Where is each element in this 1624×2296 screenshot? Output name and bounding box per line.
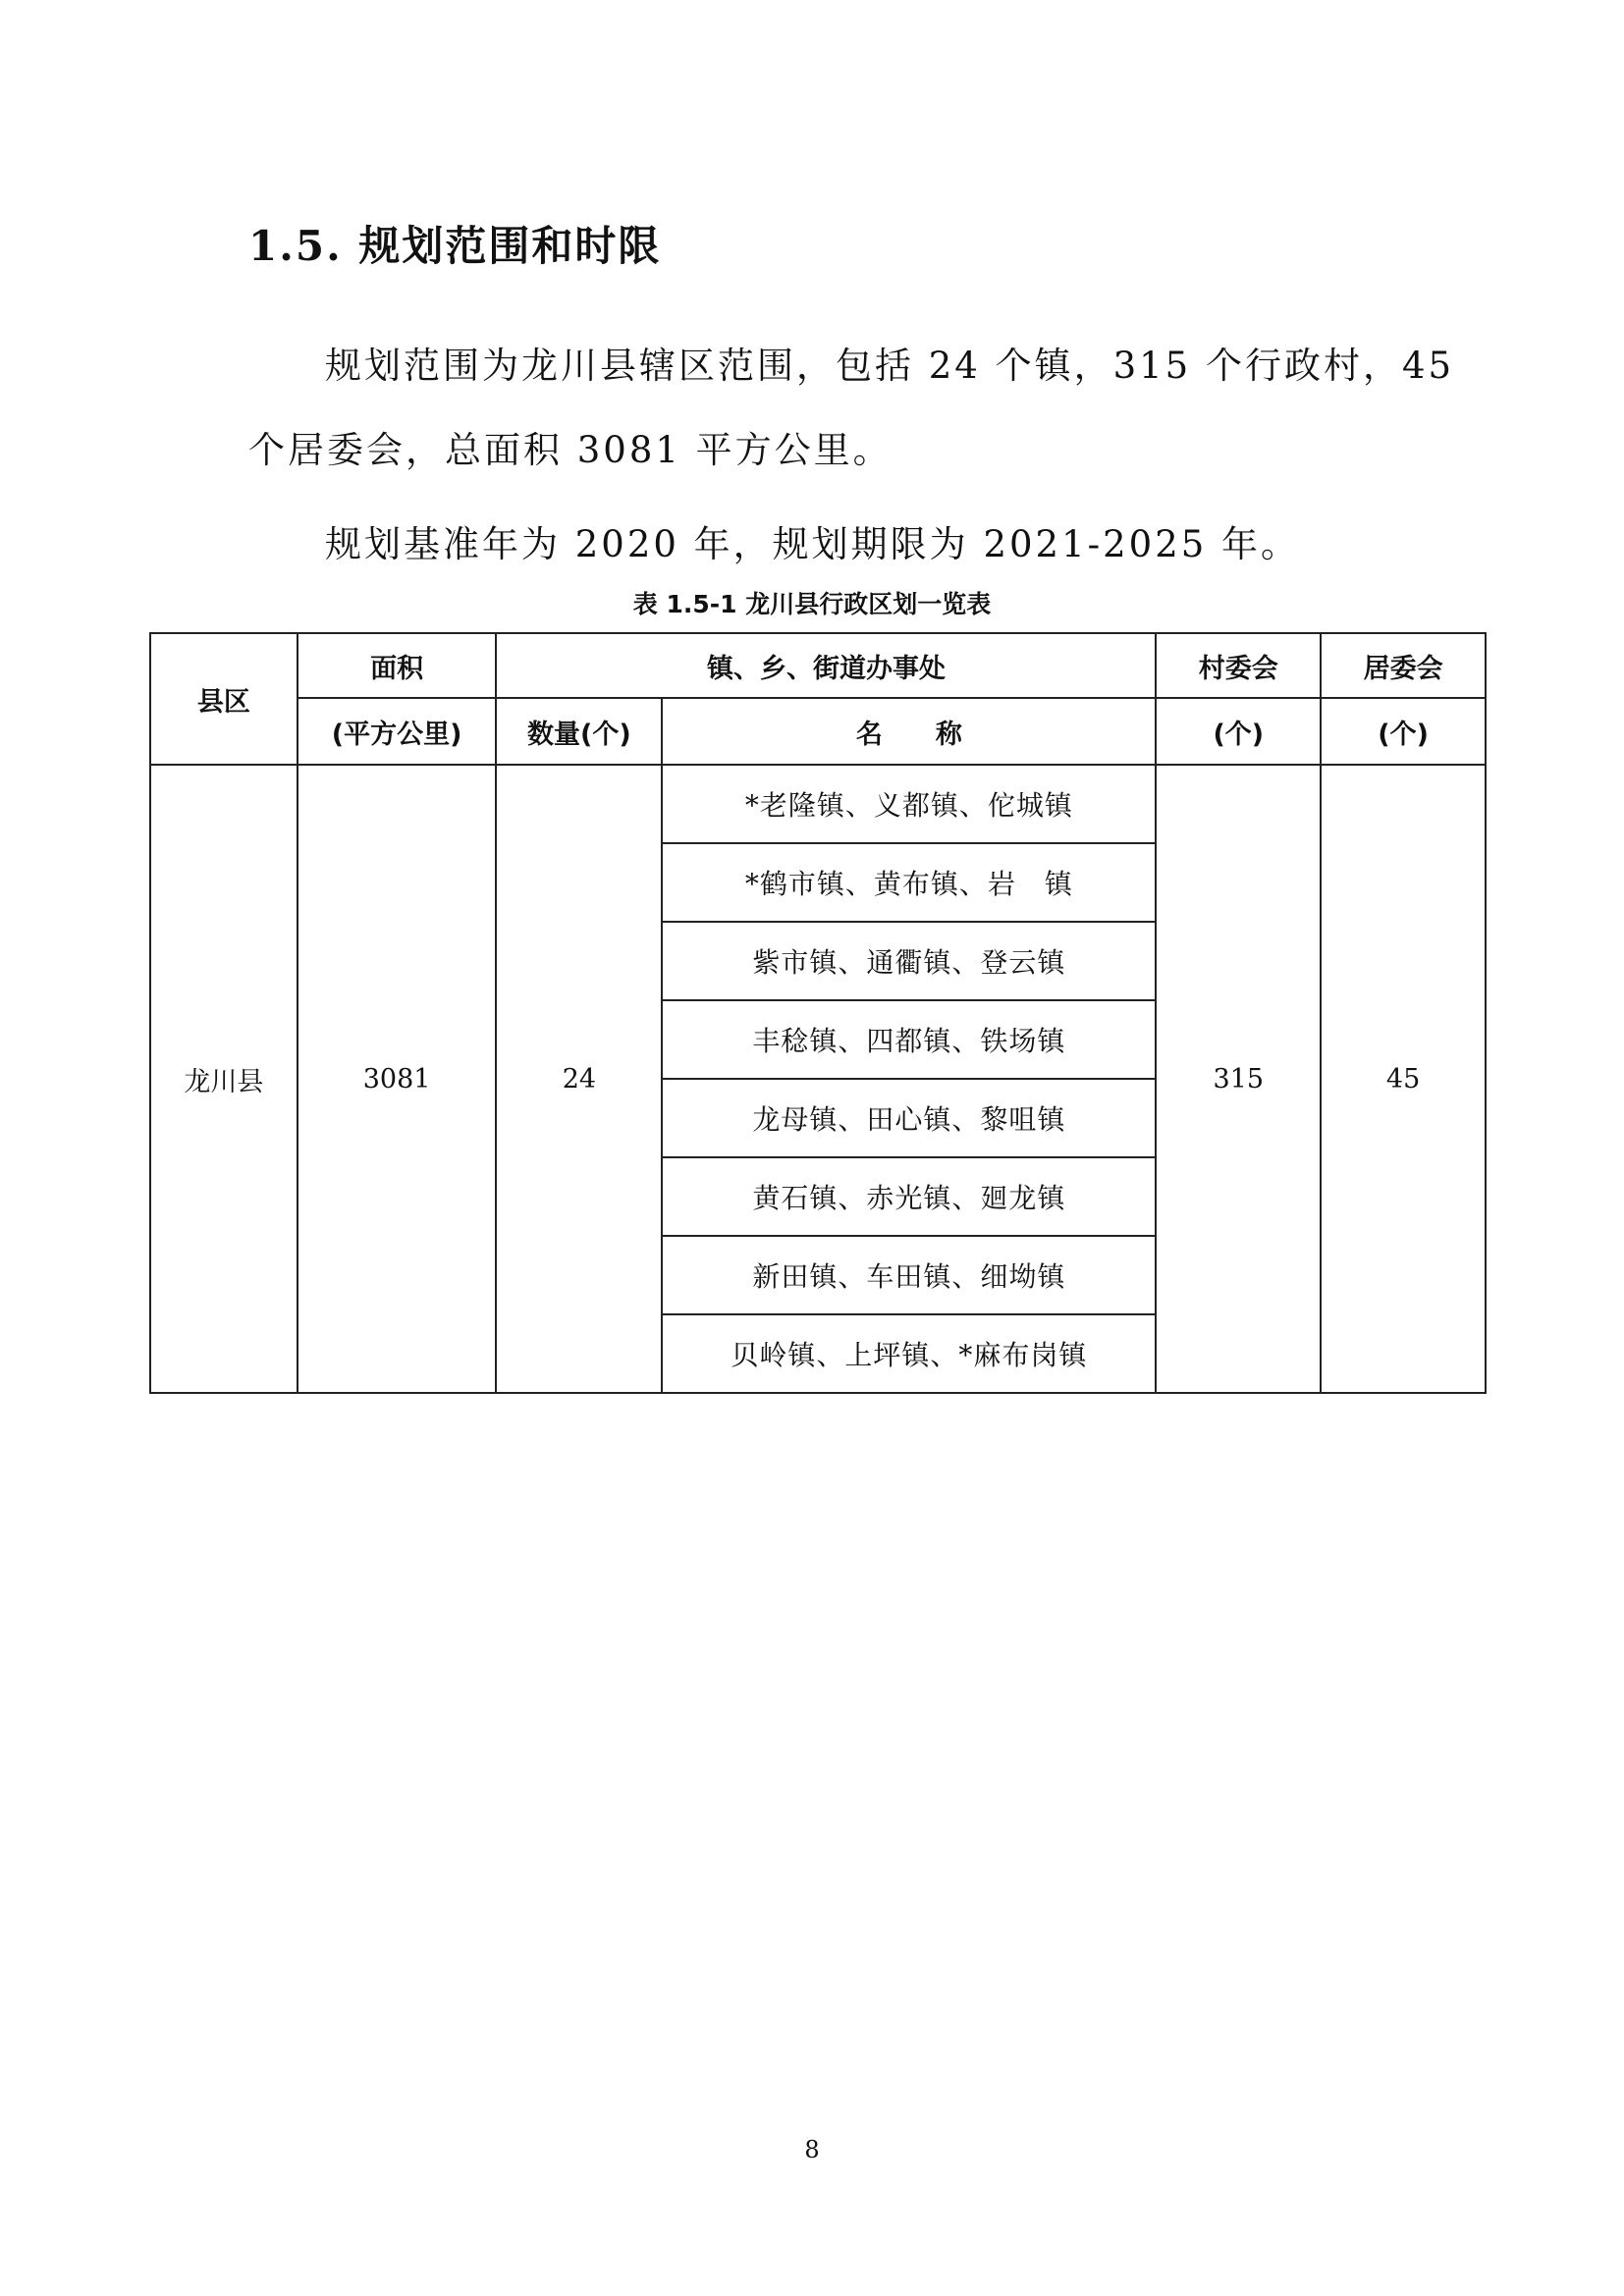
cell-county: 龙川县 xyxy=(150,765,298,1393)
cell-town-names: *鹤市镇、黄布镇、岩 镇 xyxy=(662,843,1156,922)
cell-town-names: *老隆镇、义都镇、佗城镇 xyxy=(662,765,1156,843)
paragraph-period: 规划基准年为 2020 年，规划期限为 2021-2025 年。 xyxy=(325,523,1301,565)
cell-count: 24 xyxy=(496,765,662,1393)
cell-area: 3081 xyxy=(298,765,497,1393)
header-names: 名 称 xyxy=(662,698,1156,765)
table-row xyxy=(150,765,1486,843)
header-residents-unit: (个) xyxy=(1321,698,1486,765)
cell-town-names: 新田镇、车田镇、细坳镇 xyxy=(662,1236,1156,1314)
table-caption: 表 1.5-1 龙川县行政区划一览表 xyxy=(632,590,992,618)
header-villages-unit: (个) xyxy=(1156,698,1321,765)
cell-villages: 315 xyxy=(1156,765,1321,1393)
cell-town-names: 丰稔镇、四都镇、铁场镇 xyxy=(662,1000,1156,1079)
cell-residents: 45 xyxy=(1321,765,1486,1393)
header-row xyxy=(150,698,1486,765)
cell-town-names: 贝岭镇、上坪镇、*麻布岗镇 xyxy=(662,1314,1156,1393)
header-area: 面积 xyxy=(298,633,497,698)
paragraph-scope-cont: 个居委会，总面积 3081 平方公里。 xyxy=(248,429,893,471)
cell-town-names: 龙母镇、田心镇、黎咀镇 xyxy=(662,1079,1156,1157)
page-number: 8 xyxy=(804,2136,820,2163)
paragraph-scope: 规划范围为龙川县辖区范围，包括 24 个镇，315 个行政村，45 xyxy=(325,345,1455,387)
header-row xyxy=(150,633,1486,698)
header-count: 数量(个) xyxy=(496,698,662,765)
header-county: 县区 xyxy=(150,633,298,765)
cell-town-names: 紫市镇、通衢镇、登云镇 xyxy=(662,922,1156,1000)
header-residents: 居委会 xyxy=(1321,633,1486,698)
section-heading: 1.5. 规划范围和时限 xyxy=(248,222,662,270)
admin-division-table xyxy=(149,632,1487,1394)
header-area-unit: (平方公里) xyxy=(298,698,497,765)
header-towns-group: 镇、乡、街道办事处 xyxy=(496,633,1156,698)
cell-town-names: 黄石镇、赤光镇、廻龙镇 xyxy=(662,1157,1156,1236)
header-villages: 村委会 xyxy=(1156,633,1321,698)
